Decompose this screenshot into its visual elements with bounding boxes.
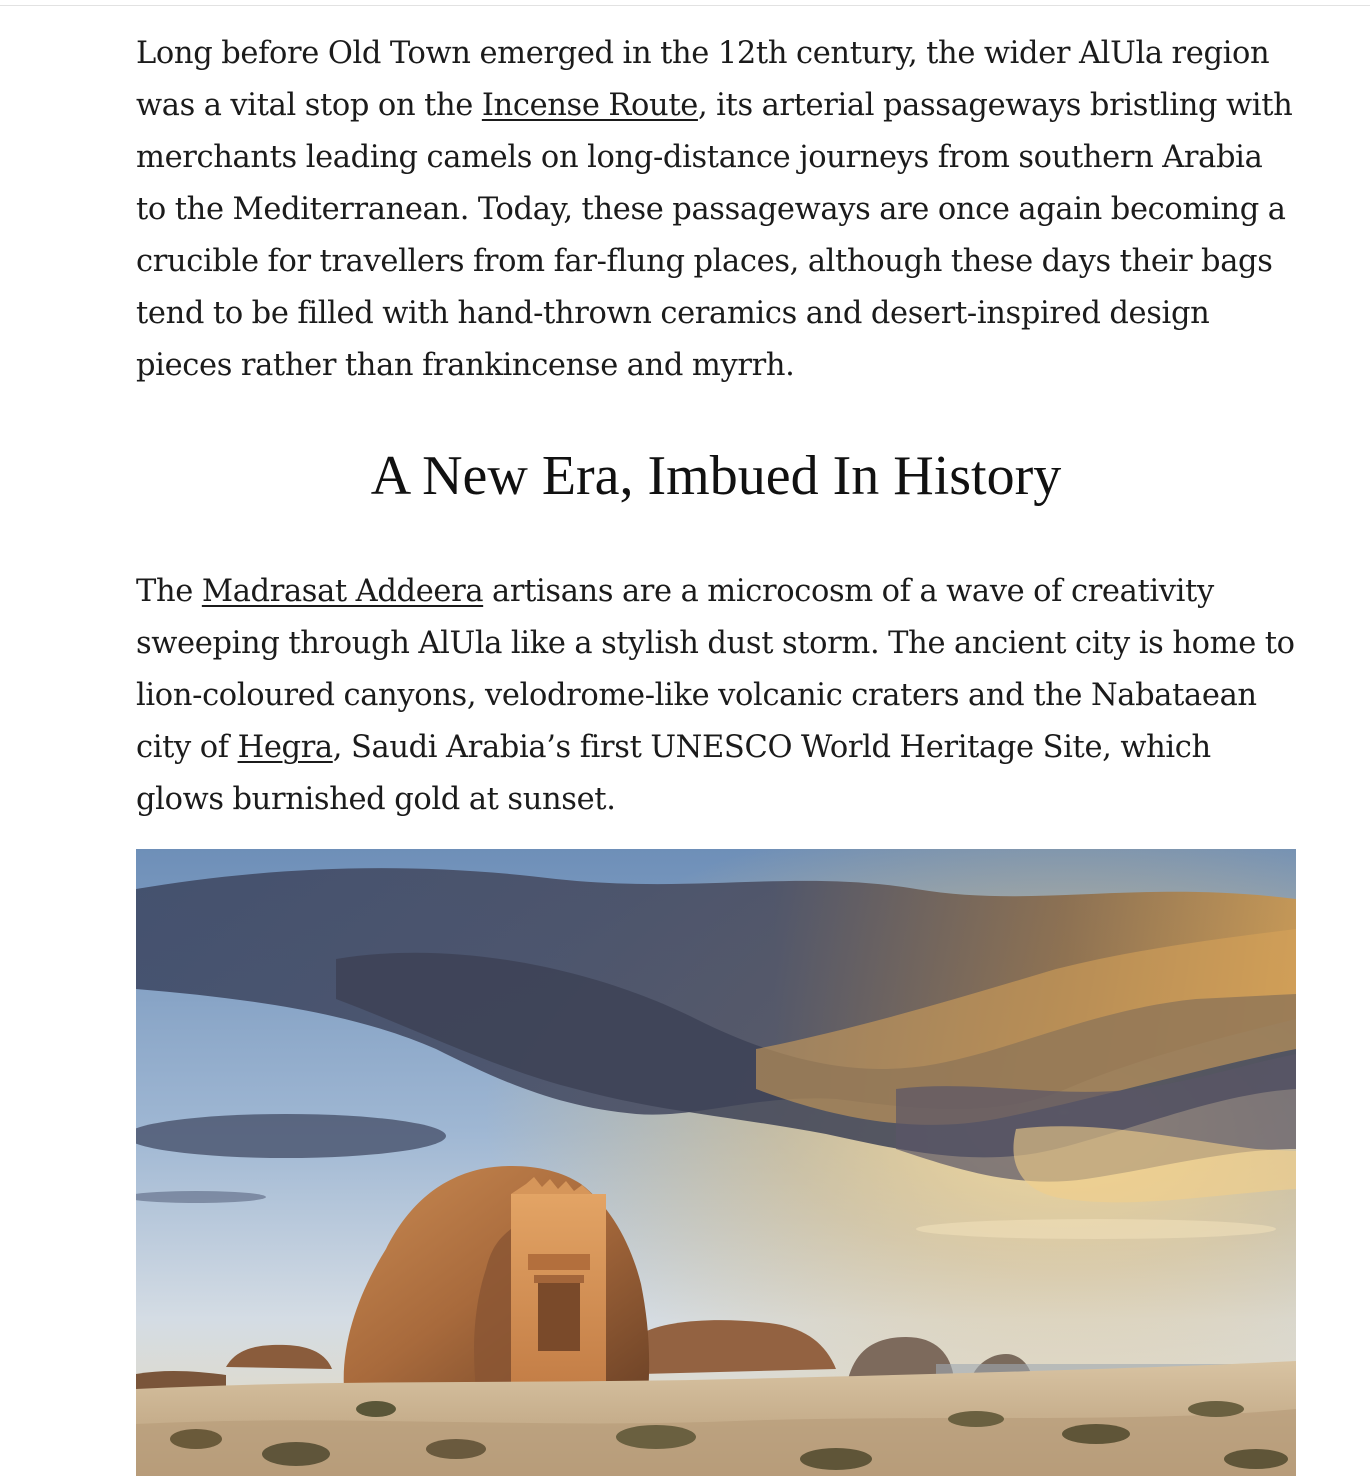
hegra-tomb-illustration — [136, 849, 1296, 1476]
incense-route-link[interactable]: Incense Route — [481, 88, 698, 123]
paragraph-text: Long before Old Town emerged in the 12th century, the wider AlUla region was a vital stop on the — [136, 36, 1270, 123]
hegra-link[interactable]: Hegra — [237, 730, 333, 765]
paragraph-text: , Saudi Arabia’s first UNESCO World Heritage Site, which glows burnished gold at sunset. — [136, 730, 1211, 817]
article-body — [136, 28, 1296, 826]
paragraph-text: The — [136, 574, 202, 609]
paragraph-text: artisans are a microcosm of a wave of creativity sweeping through AlUla like a stylish dust storm. The ancient city is home to lion-coloured canyons, velodrome-like volcanic craters and the Nabataean city of — [136, 574, 1295, 765]
madrasat-addeera-link[interactable]: Madrasat Addeera — [201, 574, 484, 609]
section-heading: A New Era, Imbued In History — [370, 445, 1062, 507]
page-top-border — [0, 0, 1370, 6]
paragraph-text: , its arterial passageways bristling with merchants leading camels on long-distance journeys from southern Arabia to the Mediterranean. Today, these passageways are once again becoming a crucible for travellers from far-flung places, although these days their bags tend to be filled with hand-thrown ceramics and desert-inspired design pieces rather than frankincense and myrrh. — [136, 88, 1293, 383]
article-paragraph-incense-route — [136, 28, 1296, 392]
hegra-tomb-photo — [136, 849, 1296, 1476]
article-paragraph-madrasat-addeera — [136, 566, 1296, 826]
